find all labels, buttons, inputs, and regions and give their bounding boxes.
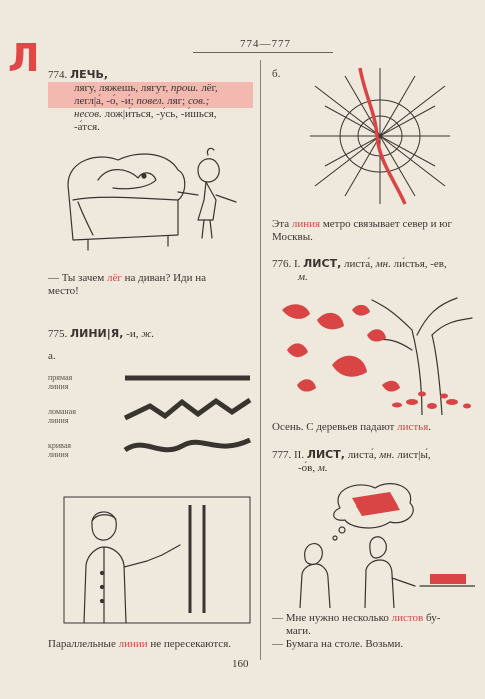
broken-line-label: ломаная линия (48, 407, 76, 425)
header-rule (193, 52, 333, 53)
sub-label-a: а. (48, 350, 56, 362)
highlight-word: линии (118, 638, 148, 650)
entry-number: 774. (48, 69, 68, 81)
dialog-777: — Мне нужно несколько листов бу- маги. — Бумага на столе. Возьми. (272, 612, 441, 650)
highlight-word: линия (291, 218, 321, 230)
sub-label-b: б. (272, 68, 281, 80)
page-range: 774—777 (240, 38, 291, 50)
entry-777: 777. II. ЛИСТ, листа́, мн. лист|ы́, -о́в, м. (272, 448, 431, 474)
teacher-board-illustration (62, 495, 252, 625)
curved-line-label: кривая линия (48, 441, 72, 459)
highlight-word: листов (391, 612, 424, 624)
highlight-word: лёг (106, 272, 122, 284)
section-letter: Л (8, 36, 40, 80)
falling-leaves-illustration (272, 290, 477, 415)
page-number: 160 (232, 658, 249, 670)
straight-line-label: прямая линия (48, 373, 73, 391)
caption-metro: Эта линия метро связывает север и юг Москвы. (272, 218, 452, 243)
headword: ЛИНИ|Я, (70, 327, 124, 340)
paper-stacks (352, 492, 466, 584)
highlight-word: листья (397, 421, 429, 433)
paper-sheets-illustration (280, 478, 475, 608)
caption-775: Параллельные линии не пересекаются. (48, 638, 231, 650)
headword: ЛИСТ, (303, 257, 342, 270)
curved-line (125, 440, 250, 450)
entry-774: 774. ЛЕЧЬ, лягу, ляжешь, лягут, прош. лёг, легл|а́, -о́, -и́; повел. ляг; сов.; несов. лож|и́ться, -у́сь, -и́шься, -а́тся. (48, 68, 253, 134)
caption-776: Осень. С деревьев падают листья. (272, 421, 432, 433)
highlighted-forms: лягу, ляжешь, лягут, прош. лёг, легл|а́, -о́, -и́; повел. ляг; сов.; (48, 82, 253, 108)
leaves (282, 304, 471, 409)
entry-775: 775. ЛИНИ|Я, -и, ж. (48, 327, 155, 340)
metro-map-illustration (305, 66, 455, 206)
headword: ЛИСТ, (306, 448, 345, 461)
caption-774: — Ты зачем лёг на диван? Иди на место! (48, 272, 207, 297)
entry-776: 776. I. ЛИСТ, листа́, мн. ли́стья, -ев, м. (272, 257, 447, 283)
sofa-dog-girl-illustration (58, 140, 248, 260)
broken-line (125, 400, 250, 418)
headword: ЛЕЧЬ, (70, 68, 109, 81)
column-divider (260, 60, 261, 660)
line-examples (120, 368, 255, 463)
